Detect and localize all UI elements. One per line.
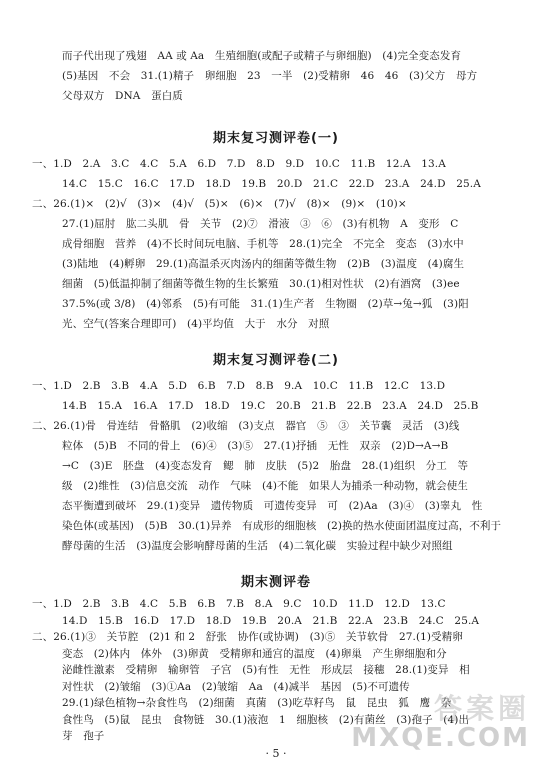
section-3-line-5: 泌雌性激素 受精卵 输卵管 子宫 (5)有性 无性 形成层 接穗 28.(1)变异 相 (62, 664, 470, 676)
section-3-line-1: 一、1.D 2.B 3.B 4.C 5.B 6.B 7.B 8.A 9.C 10.D 11.D 12.D 13.C (32, 598, 446, 610)
section-3-line-4: 变态 (2)体内 体外 (3)卵黄 受精卵和通宫的温度 (4)卵巢 产生卵细胞和分 (62, 647, 447, 660)
section-title-review-2: 期末复习测评卷(二) (213, 353, 339, 368)
section-2-line-7: 态平衡遭到破坏 29.(1)变异 遗传物质 可遗传变异 可 (2)Aa (3)④ (3)睾丸 性 (62, 500, 483, 512)
watermark-logo: MXQE.COM (351, 723, 530, 753)
section-2-line-1: 一、1.D 2.B 3.B 4.A 5.D 6.B 7.D 8.B 9.A 10.C 11.B 12.C 13.D (32, 380, 446, 392)
section-3-line-3: 二、26.(1)③ 关节腔 (2)1 和 2 舒张 协作(或协调) (3)⑤ 关节软骨 27.(1)受精卵 (32, 631, 463, 643)
section-1-line-5: 成骨细胞 营养 (4)不长时间玩电脑、手机等 28.(1)完全 不完全 变态 (3)水中 (62, 238, 464, 250)
section-1-line-9: 光、空气(答案合理即可) (4)平均值 大于 水分 对照 (62, 318, 330, 330)
section-2-line-2: 14.B 15.A 16.A 17.D 18.D 19.C 20.B 21.B 22.B 23.A 24.D 25.B (62, 400, 479, 412)
section-1-line-3: 二、26.(1)× (2)√ (3)× (4)√ (5)× (6)× (7)√ (8)× (9)× (10)× (32, 198, 407, 210)
section-2-line-5: →C (3)E 胚盘 (4)变态发育 鳃 肺 皮肤 (5)2 胎盘 28.(1)组织 分工 等 (62, 460, 469, 472)
section-1-line-2: 14.C 15.C 16.C 17.D 18.D 19.B 20.D 21.C 22.D 23.A 24.D 25.A (62, 178, 481, 190)
section-3-line-8: 食性鸟 (5)鼠 昆虫 食物链 30.(1)液泡 1 细胞核 (2)有菌丝 (3)孢子 (4)出 (62, 713, 470, 726)
section-3-line-7: 29.(1)绿色植物→杂食性鸟 (2)细菌 真菌 (3)吃草籽鸟 鼠 昆虫 狐 鹰 杂 (62, 697, 452, 709)
watermark-logo-cn: 答案圈 (433, 692, 530, 725)
section-2-line-8: 染色体(或基因) (5)B 30.(1)异养 有成形的细胞核 (2)换的热水使面团温度过高，不利于 (62, 520, 502, 532)
section-title-review-1: 期末复习测评卷(一) (213, 131, 339, 146)
page-number: · 5 · (265, 746, 287, 760)
intro-line-1: 而子代出现了残翅 AA 或 Aa 生殖细胞(或配子或精子与卵细胞) (4)完全变态发育 (62, 50, 462, 62)
section-2-line-3: 二、26.(1)骨 骨连结 骨骼肌 (2)收缩 (3)支点 器官 ⑤ ③ 关节囊 灵活 (3)线 (32, 420, 460, 432)
intro-line-2: (5)基因 不会 31.(1)精子 卵细胞 23 一半 (2)受精卵 46 46 (3)父方 母方 (62, 70, 478, 82)
section-title-final: 期末测评卷 (240, 575, 311, 590)
section-3-line-2: 14.D 15.B 16.D 17.D 18.D 19.B 20.A 21.B 22.A 23.B 24.C 25.A (62, 614, 480, 627)
intro-line-3: 父母双方 DNA 蛋白质 (62, 90, 183, 102)
section-3-line-6: 对性状 (2)皱缩 (3)①Aa (2)皱缩 Aa (4)减半 基因 (5)不可遗传 (62, 680, 410, 693)
section-1-line-7: 细菌 (5)低温抑制了细菌等微生物的生长繁殖 30.(1)相对性状 (2)有酒窝 (3)ee (62, 278, 460, 290)
section-2-line-6: 级 (2)维性 (3)信息交流 动作 气味 (4)不能 如果人为捕杀一种动物，就会使生 (62, 480, 468, 492)
section-1-line-1: 一、1.D 2.A 3.C 4.C 5.A 6.D 7.D 8.D 9.D 10.C 11.B 12.A 13.A (32, 158, 446, 170)
section-2-line-9: 酵母菌的生活 (3)温度会影响酵母菌的生活 (4)二氧化碳 实验过程中缺少对照组 (62, 540, 453, 552)
section-1-line-4: 27.(1)屈肘 肱二头肌 骨 关节 (2)⑦ 滑液 ③ ⑥ (3)有机物 A 变形 C (62, 218, 459, 230)
section-2-line-4: 粒体 (5)B 不同的骨上 (6)④ (3)⑤ 27.(1)抒插 无性 双亲 (2)D→A→B (62, 440, 449, 452)
section-1-line-8: 37.5%(或 3/8) (4)邻系 (5)有可能 31.(1)生产者 生物圈 (2)草→兔→狐 (3)阳 (62, 298, 469, 310)
section-3-line-9: 芽 孢子 (62, 730, 105, 742)
section-1-line-6: (3)陆地 (4)孵卵 29.(1)高温杀灭肉汤内的细菌等微生物 (2)B (3)温度 (4)腐生 (62, 258, 465, 270)
